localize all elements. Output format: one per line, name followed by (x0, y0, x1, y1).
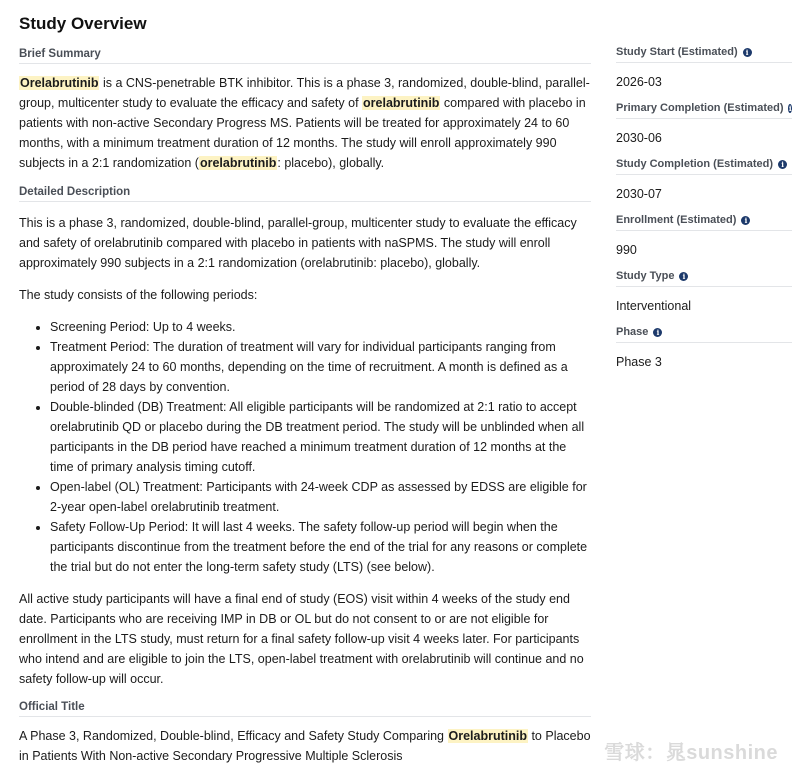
field-label: Study Start (Estimated) i (616, 46, 792, 63)
brief-summary-label: Brief Summary (19, 48, 591, 64)
field-primary-completion (616, 102, 792, 145)
drug-highlight: Orelabrutinib (448, 729, 527, 743)
field-value: 2030-07 (616, 187, 662, 201)
official-title-text (19, 726, 591, 766)
study-details-sidebar (616, 46, 792, 382)
page-title: Study Overview (19, 14, 147, 33)
detailed-description-section (19, 186, 591, 689)
main-content (19, 48, 591, 766)
field-value: Phase 3 (616, 355, 662, 369)
detailed-description-label: Detailed Description (19, 186, 591, 202)
list-item: • Open-label (OL) Treatment: Participants with 24-week CDP as assessed by EDSS are eligible for 2-year open-label orelabrutinib treatment. (50, 477, 591, 517)
drug-highlight: orelabrutinib (199, 156, 277, 170)
field-value: 2030-06 (616, 131, 662, 145)
official-title-label: Official Title (19, 701, 591, 717)
field-study-start (616, 46, 792, 89)
watermark: 雪球：晁sunshine (604, 742, 778, 764)
field-study-completion (616, 158, 792, 201)
brief-text-3: : placebo), globally. (277, 156, 385, 170)
periods-intro: The study consists of the following periods: (19, 288, 258, 302)
info-icon[interactable]: i (679, 272, 688, 281)
info-icon[interactable]: i (741, 216, 750, 225)
field-value: 2026-03 (616, 75, 662, 89)
info-icon[interactable]: i (653, 328, 662, 337)
drug-highlight: orelabrutinib (363, 96, 440, 110)
list-item: • Double-blinded (DB) Treatment: All eligible participants will be randomized at 2:1 ratio to accept orelabrutinib QD or placebo during the DB treatment period. The study will be unblinded when all participants in the DB period have reached a minimum treatment duration of 12 months at the time of primary analysis timing cutoff. (50, 397, 591, 477)
field-value: 990 (616, 243, 637, 257)
field-enrollment (616, 214, 792, 257)
brief-summary-text (19, 73, 591, 173)
list-item: • Screening Period: Up to 4 weeks. (50, 317, 591, 337)
brief-summary-section (19, 48, 591, 173)
detailed-closing: All active study participants will have a final end of study (EOS) visit within 4 weeks of the study end date. Participants who are receiving IMP in DB or OL but do not consent to or are not eligible for enrollment in the LTS study, must return for a final safety follow-up visit 4 weeks later. For participants who intend and are eligible to join the LTS, open-label treatment with orelabrutinib will continue and no safety follow-up will occur. (19, 592, 584, 686)
field-label: Primary Completion (Estimated) i (616, 102, 792, 119)
info-icon[interactable]: i (788, 103, 792, 113)
field-label: Phase i (616, 326, 792, 343)
field-label: Enrollment (Estimated) i (616, 214, 792, 231)
list-item: • Treatment Period: The duration of treatment will vary for individual participants ranging from approximately 24 to 60 months, depending on the time of recruitment. A month is defined as a period of 28 days by convention. (50, 337, 591, 397)
official-title-section (19, 701, 591, 766)
periods-list (19, 317, 591, 577)
drug-highlight: Orelabrutinib (20, 76, 99, 90)
field-study-type (616, 270, 792, 313)
official-text-1: A Phase 3, Randomized, Double-blind, Efficacy and Safety Study Comparing (19, 729, 448, 743)
field-label: Study Completion (Estimated) i (616, 158, 792, 175)
list-item: • Safety Follow-Up Period: It will last 4 weeks. The safety follow-up period will begin when the participants discontinue from the treatment before the end of the trial for any reasons or complete the trial but do not enter the long-term safety study (LTS) (see below). (50, 517, 591, 577)
info-icon[interactable]: i (778, 160, 787, 169)
brief-text-1: is a CNS-penetrable BTK inhibitor. This is a phase 3, randomized, double-blind, parallel-group, multicenter study to evaluate the efficacy and safety of (19, 76, 590, 110)
field-value: Interventional (616, 299, 692, 313)
info-icon[interactable]: i (743, 48, 752, 57)
brief-text-2: compared with placebo in patients with non-active Secondary Progress MS. Patients will be treated for approximately 24 to 60 months, with a minimum treatment duration of 12 months. The study will enroll approximately 990 subjects in a 2:1 randomization ( (19, 96, 586, 170)
official-text-2: to Placebo in Patients With Non-active Secondary Progressive Multiple Sclerosis (19, 729, 591, 763)
detailed-intro: This is a phase 3, randomized, double-blind, parallel-group, multicenter study to evaluate the efficacy and safety of orelabrutinib compared with placebo in patients with naSPMS. The study will enroll approximately 990 subjects in a 2:1 randomization (orelabrutinib: placebo), globally. (19, 216, 577, 270)
field-label: Study Type i (616, 270, 792, 287)
field-phase (616, 326, 792, 369)
